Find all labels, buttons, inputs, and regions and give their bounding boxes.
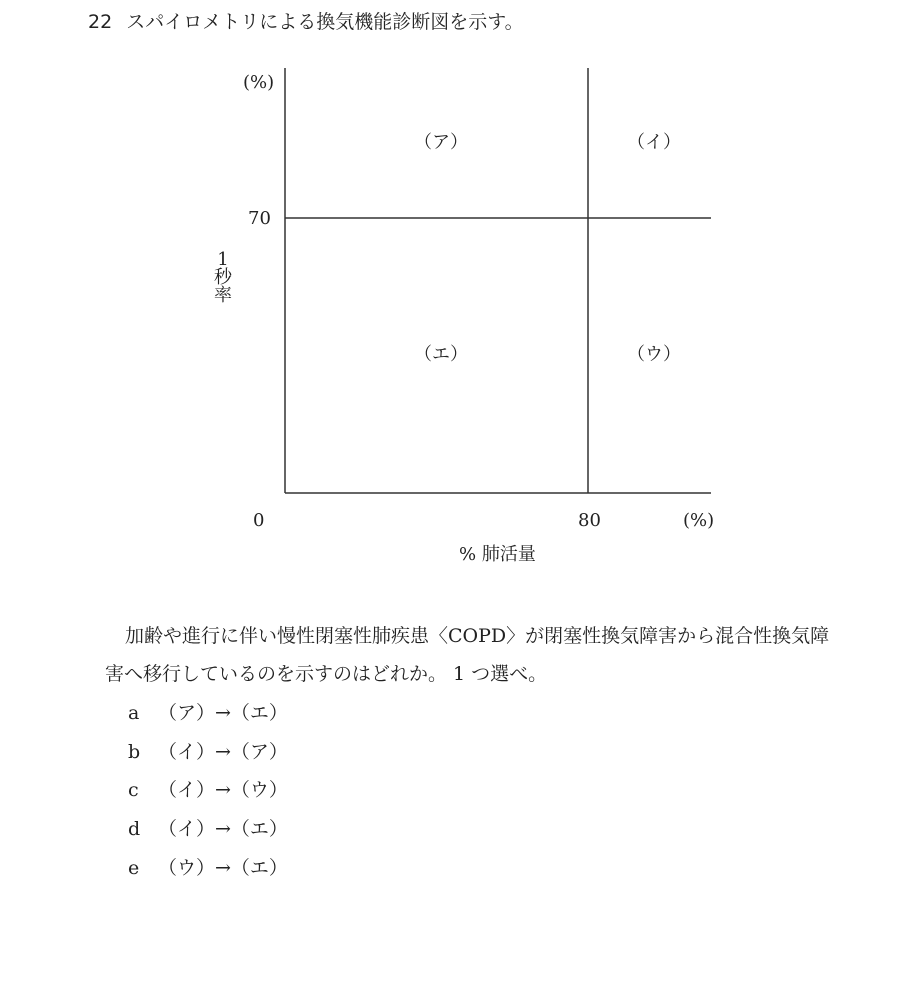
y-unit-label: (%) xyxy=(243,72,275,93)
option-text: （ア）→（エ） xyxy=(158,702,288,724)
answer-option[interactable] xyxy=(128,775,288,814)
x-tick-80: 80 xyxy=(578,510,601,531)
option-text: （ウ）→（エ） xyxy=(158,856,288,879)
option-letter: a xyxy=(128,702,140,724)
option-letter: b xyxy=(128,740,141,763)
y-axis-label xyxy=(212,251,234,305)
option-text: （イ）→（ウ） xyxy=(158,779,288,802)
y-axis-label-char: 秒 xyxy=(214,267,232,288)
answer-option[interactable] xyxy=(128,737,288,776)
quadrant-a-label: （ア） xyxy=(414,132,468,153)
x-origin-label: 0 xyxy=(253,510,265,531)
answer-option[interactable] xyxy=(128,814,288,853)
option-text: （イ）→（エ） xyxy=(158,818,288,841)
question-number: 22 xyxy=(88,11,113,33)
quadrant-e-label: （エ） xyxy=(414,344,468,365)
y-axis-label-char: 率 xyxy=(214,285,232,306)
answer-option[interactable] xyxy=(128,698,288,737)
option-letter: c xyxy=(128,779,139,802)
option-text: （イ）→（ア） xyxy=(158,740,288,763)
option-letter: d xyxy=(128,818,141,841)
question-title: スパイロメトリによる換気機能診断図を示す。 xyxy=(126,11,524,33)
answer-options xyxy=(128,698,288,891)
x-axis-label: % 肺活量 xyxy=(459,544,536,565)
option-letter: e xyxy=(128,856,140,879)
y-tick-70: 70 xyxy=(248,208,271,229)
x-unit-label: (%) xyxy=(683,510,715,531)
quadrant-u-label: （ウ） xyxy=(627,344,681,365)
quadrant-i-label: （イ） xyxy=(627,132,681,153)
question-stem: 加齢や進行に伴い慢性閉塞性肺疾患〈COPD〉が閉塞性換気障害から混合性換気障害へ移行しているのを示すのはどれか。 1 つ選べ。 xyxy=(105,625,830,685)
answer-option[interactable] xyxy=(128,853,288,892)
y-axis-label-char: 1 xyxy=(217,249,229,270)
